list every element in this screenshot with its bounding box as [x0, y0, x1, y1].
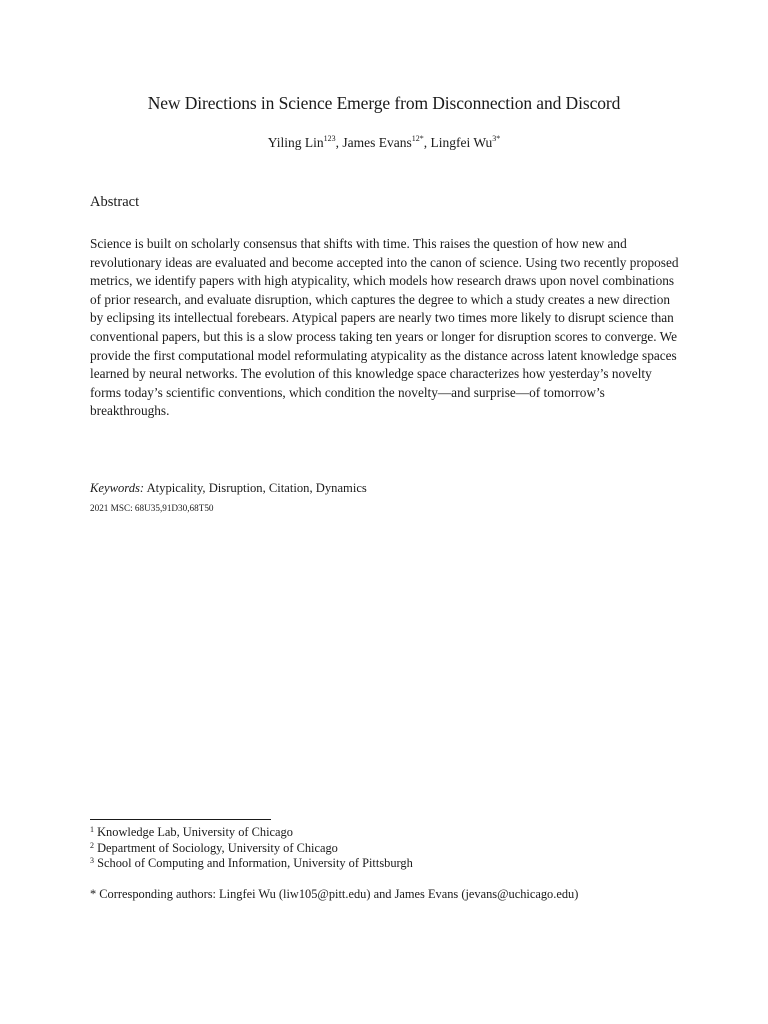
author-affiliation-marks: 3* — [492, 134, 501, 143]
footnote-mark: 1 — [90, 825, 94, 834]
msc-classification: 2021 MSC: 68U35,91D30,68T50 — [90, 503, 214, 513]
abstract-heading: Abstract — [90, 194, 140, 210]
abstract-line: space characterizes how yesterday’s novelty forms today’s scientific conventions, which condition the — [90, 366, 652, 400]
abstract-line: novelty—and surprise—of tomorrow’s breakthroughs. — [90, 384, 605, 419]
author-separator: , — [423, 135, 431, 150]
author-name: Lingfei Wu — [430, 135, 493, 150]
corresponding-authors-note: * Corresponding authors: Lingfei Wu (liw105@pitt.edu) and James Evans (jevans@uchicago.edu) — [90, 887, 579, 901]
paper-title: New Directions in Science Emerge from Disconnection and Discord — [147, 93, 621, 113]
abstract-line: Science is built on scholarly consensus that shifts with time. This raises the question of how new and — [90, 236, 627, 251]
footnote-mark: 2 — [90, 840, 94, 850]
footnote-text: Department of Sociology, University of Chicago — [97, 840, 338, 855]
author-name: Yiling Lin — [267, 135, 324, 150]
keywords-label: Keywords: — [90, 481, 145, 495]
author-affiliation-marks: 123 — [323, 134, 336, 143]
abstract-line: proposed metrics, we identify papers with high atypicality, which models how research draws upon novel — [90, 254, 679, 289]
keywords-line — [90, 480, 367, 496]
author-separator: , — [335, 135, 343, 150]
footnote-affiliation — [90, 825, 413, 841]
footnote-text: Knowledge Lab, University of Chicago — [97, 825, 293, 839]
author-affiliation-marks: 12* — [411, 134, 424, 143]
abstract-body — [90, 235, 682, 421]
footnote-text: School of Computing and Information, University of Pittsburgh — [97, 856, 413, 870]
footnote-mark: 3 — [90, 856, 94, 865]
footnotes — [90, 825, 413, 872]
author-name: James Evans — [342, 135, 412, 150]
abstract-line: creates a new direction by eclipsing its intellectual forebears. Atypical papers are nearly two times more — [90, 291, 671, 326]
footnote-affiliation — [90, 841, 413, 857]
abstract-line: disruption scores to converge. We provide the first computational model reformulating atypicality as the — [90, 328, 678, 363]
abstract-line: revolutionary ideas are evaluated and become accepted into the canon of science. Using two recently — [90, 254, 627, 270]
footnote-divider — [90, 819, 271, 820]
footnote-affiliation — [90, 856, 413, 872]
keywords-list: Atypicality, Disruption, Citation, Dynamics — [146, 481, 367, 495]
abstract-line: distance across latent knowledge spaces learned by neural networks. The evolution of this knowledge — [90, 347, 677, 382]
abstract-line: likely to disrupt science than conventional papers, but this is a slow process taking ten years or longer for — [90, 310, 674, 344]
abstract-line: combinations of prior research, and evaluate disruption, which captures the degree to which a study — [90, 273, 675, 307]
author-list — [0, 134, 768, 152]
